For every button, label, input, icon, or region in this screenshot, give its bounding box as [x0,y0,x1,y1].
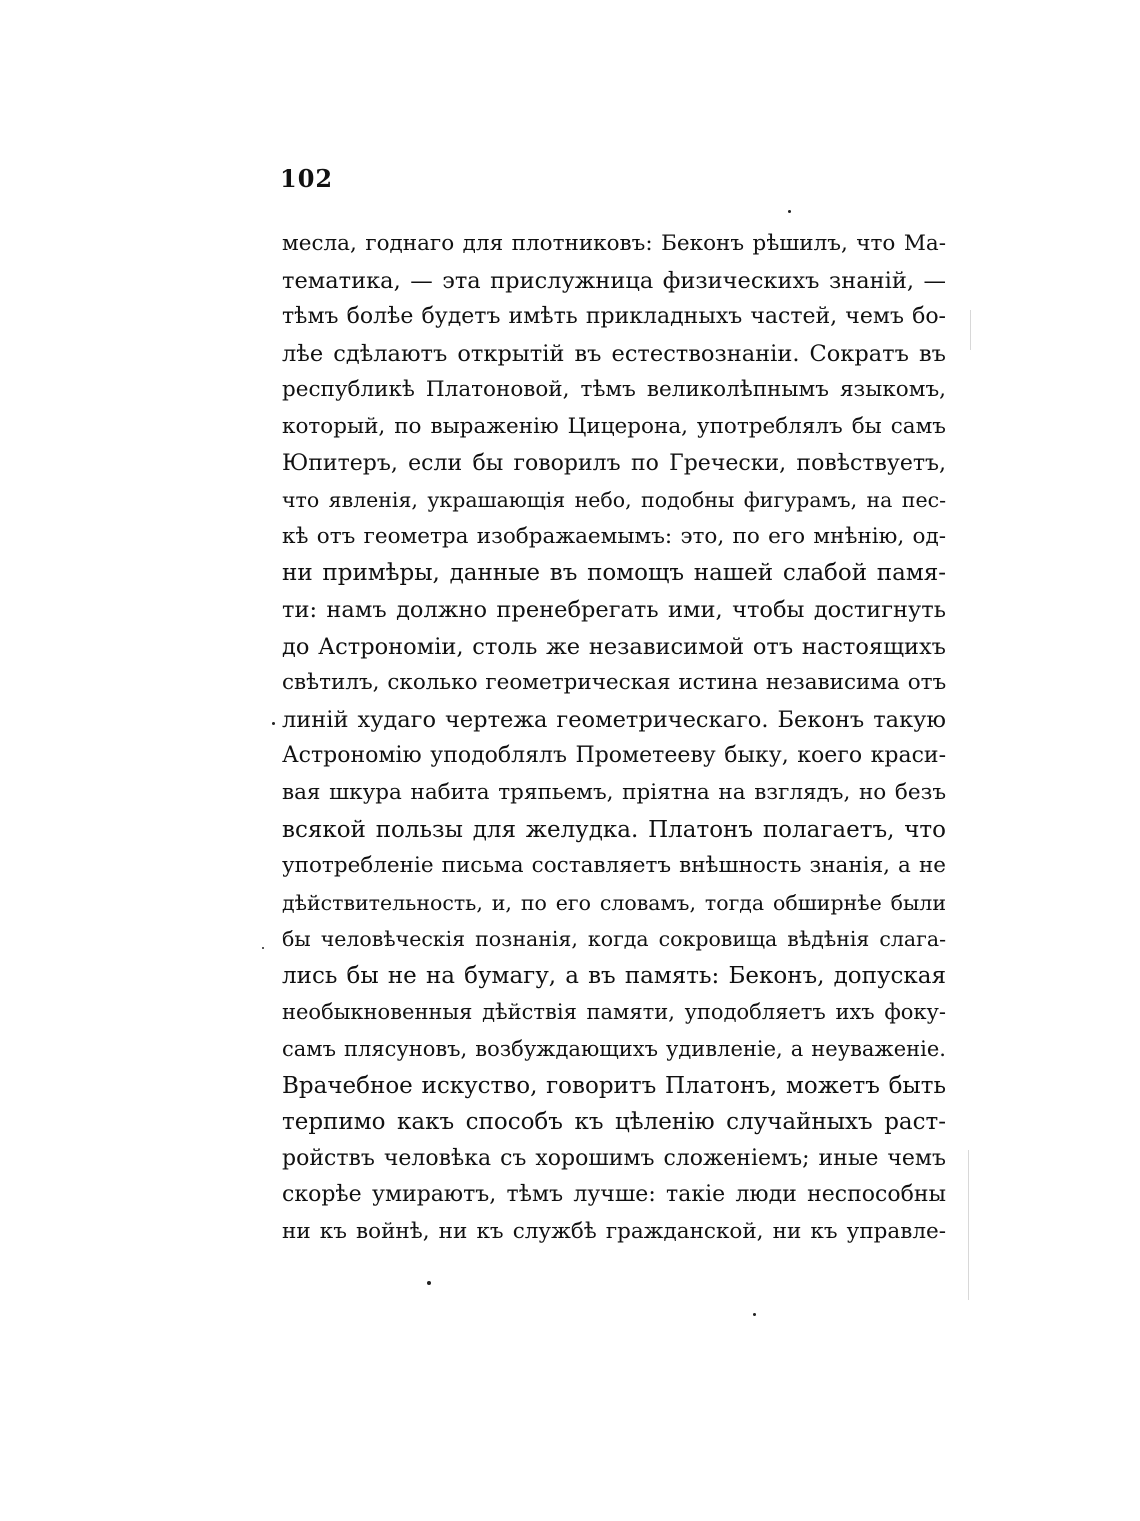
scan-speck [753,1313,756,1316]
text-line: необыкновенныя дѣйствія памяти, уподобляетъ ихъ фоку- [282,1000,946,1025]
text-line: который, по выраженію Цицерона, употреблялъ бы самъ [282,413,946,439]
scan-speck [788,210,791,213]
text-line: вая шкура набита тряпьемъ, пріятна на взглядъ, но безъ [282,779,946,805]
text-line: что явленія, украшающія небо, подобны фигурамъ, на пес- [282,488,946,513]
scan-speck [272,722,275,725]
text-line: тематика, — эта прислужница физическихъ знаній, — [282,267,946,294]
text-line: Врачебное искуство, говоритъ Платонъ, можетъ быть [282,1072,946,1099]
text-line: Юпитеръ, если бы говорилъ по Гречески, повѣствуетъ, [282,450,946,476]
text-line: всякой пользы для желудка. Платонъ полагаетъ, что [282,816,946,843]
scan-speck [427,1281,431,1285]
text-line: до Астрономіи, столь же независимой отъ настоящихъ [282,633,946,660]
text-line: терпимо какъ способъ къ цѣленію случайныхъ раст- [282,1109,946,1136]
text-line: линій худаго чертежа геометрическаго. Беконъ такую [282,706,946,733]
text-line: ни къ войнѣ, ни къ службѣ гражданской, ни къ управле- [282,1219,946,1245]
text-line: свѣтилъ, сколько геометрическая истина независима отъ [282,670,947,696]
text-line: месла, годнаго для плотниковъ: Беконъ рѣшилъ, что Ма- [282,231,946,256]
text-line: ройствъ человѣка съ хорошимъ сложеніемъ; иные чемъ [282,1145,946,1171]
text-line: дѣйствительность, и, по его словамъ, тогда обширнѣе были [282,890,946,915]
text-line: тѣмъ болѣе будетъ имѣть прикладныхъ частей, чемъ бо- [282,304,946,330]
text-line: употребленіе письма составляетъ внѣшность знанія, а не [282,853,946,879]
text-line: республикѣ Платоновой, тѣмъ великолѣпнымъ языкомъ, [282,377,946,403]
text-line: ти: намъ должно пренебрегать ими, чтобы достигнуть [282,596,946,623]
body-text [282,226,946,1251]
text-line: лѣе сдѣлаютъ открытій въ естествознаніи. Сократъ въ [282,340,946,367]
page-edge-shadow [970,310,971,350]
scan-speck [262,947,264,949]
text-line: скорѣе умираютъ, тѣмъ лучше: такіе люди неспособны [282,1182,946,1208]
text-line: бы человѣческія познанія, когда сокровища вѣдѣнія слага- [282,927,946,952]
text-line: кѣ отъ геометра изображаемымъ: это, по его мнѣнію, од- [282,523,946,549]
text-line: Астрономію уподоблялъ Прометееву быку, коего краси- [282,743,946,769]
text-line: ни примѣры, данные въ помощъ нашей слабой памя- [282,560,946,587]
text-line: лись бы не на бумагу, а въ память: Беконъ, допуская [282,962,946,989]
page-edge-shadow [968,1150,969,1300]
text-line: самъ плясуновъ, возбуждающихъ удивленіе, а неуваженіе. [282,1037,946,1062]
page-number: 102 [280,164,334,193]
